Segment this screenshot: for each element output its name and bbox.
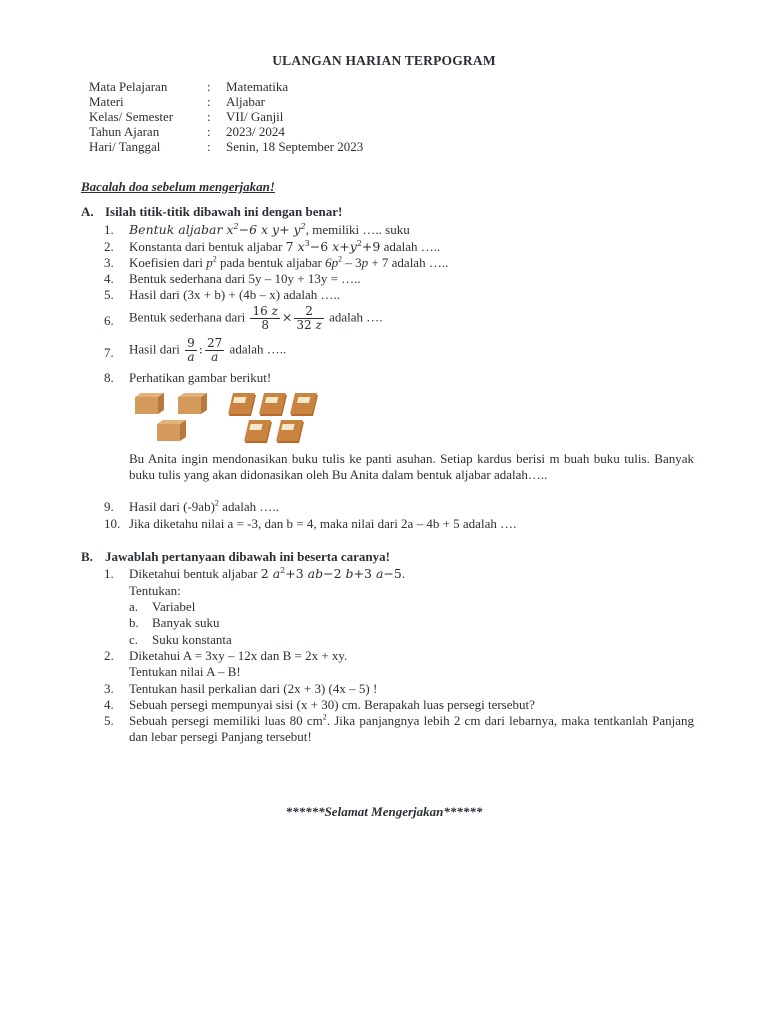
- question-prefix: Hasil dari (-9ab): [129, 499, 215, 514]
- info-row-class: [89, 109, 363, 124]
- section-b-heading: [81, 549, 390, 565]
- question-number: 6.: [104, 313, 114, 328]
- info-value: Matematika: [226, 79, 289, 94]
- question-suffix: adalah …..: [218, 499, 279, 514]
- question-number: 4.: [104, 697, 114, 712]
- question-number: 10.: [104, 516, 121, 531]
- question-number: 1.: [104, 566, 114, 581]
- question-prefix: Konstanta dari bentuk aljabar: [129, 239, 286, 254]
- question-b1-sub-b: [129, 615, 220, 631]
- question-number: 5.: [104, 287, 114, 302]
- question-number: 4.: [104, 271, 114, 286]
- book-icon: [244, 420, 272, 443]
- question-suffix: , memiliki ….. suku: [305, 222, 410, 237]
- sub-label: b.: [129, 615, 139, 630]
- question-suffix: adalah …..: [380, 239, 441, 254]
- info-key: Kelas/ Semester: [89, 109, 174, 124]
- exponent: 2: [322, 712, 327, 722]
- question-text: Tentukan hasil perkalian dari (2x + 3) (4x – 5) !: [129, 681, 378, 696]
- variable: p: [206, 255, 213, 270]
- sub-label: c.: [129, 632, 139, 647]
- info-value: 2023/ 2024: [226, 124, 285, 139]
- info-colon: :: [207, 79, 211, 94]
- question-text: Perhatikan gambar berikut!: [129, 370, 272, 385]
- info-row-subject: [89, 79, 363, 94]
- question-suffix: adalah ….: [325, 309, 383, 325]
- question-prefix: Hasil dari: [129, 341, 184, 357]
- question-b1-sub-a: [129, 599, 195, 615]
- section-label: B.: [81, 549, 93, 564]
- question-text: [129, 222, 694, 238]
- info-value: VII/ Ganjil: [226, 109, 284, 124]
- math-expression: 2 $a^2+3$ ab−2 b+3 a−5: [260, 565, 402, 581]
- section-a-heading: [81, 204, 342, 220]
- question-number: 5.: [104, 713, 114, 728]
- question-text: [129, 713, 694, 745]
- question-prefix: Bentuk sederhana dari: [129, 309, 249, 325]
- question-b1-subheading: Tentukan:: [129, 583, 181, 598]
- section-title: Isilah titik-titik dibawah ini dengan benar!: [105, 204, 343, 219]
- question-text: [129, 239, 694, 255]
- math-expression: 6p: [325, 255, 339, 270]
- info-colon: :: [207, 124, 211, 139]
- closing-message: ******Selamat Mengerjakan******: [285, 804, 483, 819]
- box-icon: [178, 393, 207, 414]
- question-prefix: Bentuk aljabar: [129, 222, 227, 237]
- exam-info: [89, 79, 363, 154]
- question-number: 8.: [104, 370, 114, 385]
- question-number: 7.: [104, 345, 114, 360]
- math-expression: 7 $x^3-6$ $x+y^2+9$: [285, 238, 381, 254]
- question-text: Bentuk sederhana dari $\frac{16 z}{8}$ × $\frac{2}{32 z}$ adalah ….: [129, 304, 383, 332]
- book-icon: [259, 393, 287, 416]
- sub-text: Banyak suku: [152, 615, 220, 630]
- question-prefix: Diketahui bentuk aljabar: [129, 566, 261, 581]
- fraction: $\frac{9}{a}$: [187, 336, 195, 364]
- info-colon: :: [207, 109, 211, 124]
- fraction: $\frac{16 z}{8}$: [252, 304, 278, 332]
- question-number: 9.: [104, 499, 114, 514]
- info-colon: :: [207, 139, 211, 154]
- question-suffix: .: [401, 566, 406, 581]
- question-number: 3.: [104, 255, 114, 270]
- info-row-year: [89, 124, 363, 139]
- page-title: ULANGAN HARIAN TERPOGRAM: [272, 53, 496, 68]
- question-b1-sub-c: [129, 632, 232, 648]
- question-text: Hasil dari (3x + b) + (4b – x) adalah …..: [129, 287, 341, 302]
- info-key: Mata Pelajaran: [89, 79, 168, 94]
- math-expression: $x^2-6$ x $y+ y^2$: [226, 221, 306, 237]
- question-middle: pada bentuk aljabar: [216, 255, 326, 270]
- question-text: Koefisien dari $p^2$ pada bentuk aljabar $6p^2 - 3p + 7$ adalah …..: [129, 254, 449, 270]
- info-key: Hari/ Tanggal: [89, 139, 161, 154]
- box-icon: [135, 393, 164, 414]
- question-number: 2.: [104, 648, 114, 663]
- question-prefix: Koefisien dari: [129, 255, 207, 270]
- sub-text: Suku konstanta: [152, 632, 232, 647]
- info-row-date: [89, 139, 363, 154]
- exponent: 2: [214, 498, 219, 508]
- sub-text: Variabel: [152, 599, 196, 614]
- question-number: 3.: [104, 681, 114, 696]
- info-key: Tahun Ajaran: [89, 124, 160, 139]
- question-text: [129, 566, 694, 582]
- book-icon: [276, 420, 304, 443]
- question-suffix: . Jika panjangnya lebih 2 cm dari lebarnya, maka tentkanlah Panjang dan lebar persegi Panjang tersebut!: [129, 713, 694, 744]
- sub-label: a.: [129, 599, 139, 614]
- fraction: $\frac{27}{a}$: [207, 336, 223, 364]
- section-label: A.: [81, 204, 94, 219]
- info-value: Aljabar: [226, 94, 265, 109]
- question-suffix: adalah …..: [388, 255, 449, 270]
- book-icon: [228, 393, 256, 416]
- question-b2-line2: Tentukan nilai A – B!: [129, 664, 241, 679]
- info-key: Materi: [89, 94, 124, 109]
- question-text: Hasil dari $\frac{9}{a}$ : $\frac{27}{a}$ adalah …..: [129, 336, 287, 364]
- info-value: Senin, 18 September 2023: [226, 139, 364, 154]
- book-icon: [290, 393, 318, 416]
- info-row-topic: [89, 94, 363, 109]
- box-icon: [157, 420, 186, 441]
- question-text: Diketahui A = 3xy – 12x dan B = 2x + xy.: [129, 648, 348, 663]
- question-text: [129, 499, 694, 515]
- question-prefix: Sebuah persegi memiliki luas 80 cm: [129, 713, 323, 728]
- fraction: $\frac{2}{32 z}$: [296, 304, 322, 332]
- question-a8-paragraph: Bu Anita ingin mendonasikan buku tulis ke panti asuhan. Setiap kardus berisi m buah buku tulis. Banyak buku tulis yang akan didonasikan oleh Bu Anita dalam bentuk aljabar adalah…..: [129, 451, 694, 482]
- question-number: 1.: [104, 222, 114, 237]
- question-text: Sebuah persegi mempunyai sisi (x + 30) cm. Berapakah luas persegi tersebut?: [129, 697, 535, 712]
- section-title: Jawablah pertanyaan dibawah ini beserta caranya!: [105, 549, 390, 564]
- question-text: Jika diketahu nilai a = -3, dan b = 4, maka nilai dari 2a – 4b + 5 adalah ….: [129, 516, 517, 531]
- boxes-and-books-illustration: [130, 389, 340, 445]
- question-text: Bentuk sederhana dari 5y – 10y + 13y = …..: [129, 271, 361, 286]
- prayer-instruction: Bacalah doa sebelum mengerjakan!: [81, 179, 275, 194]
- question-suffix: adalah …..: [226, 341, 287, 357]
- question-number: 2.: [104, 239, 114, 254]
- info-colon: :: [207, 94, 211, 109]
